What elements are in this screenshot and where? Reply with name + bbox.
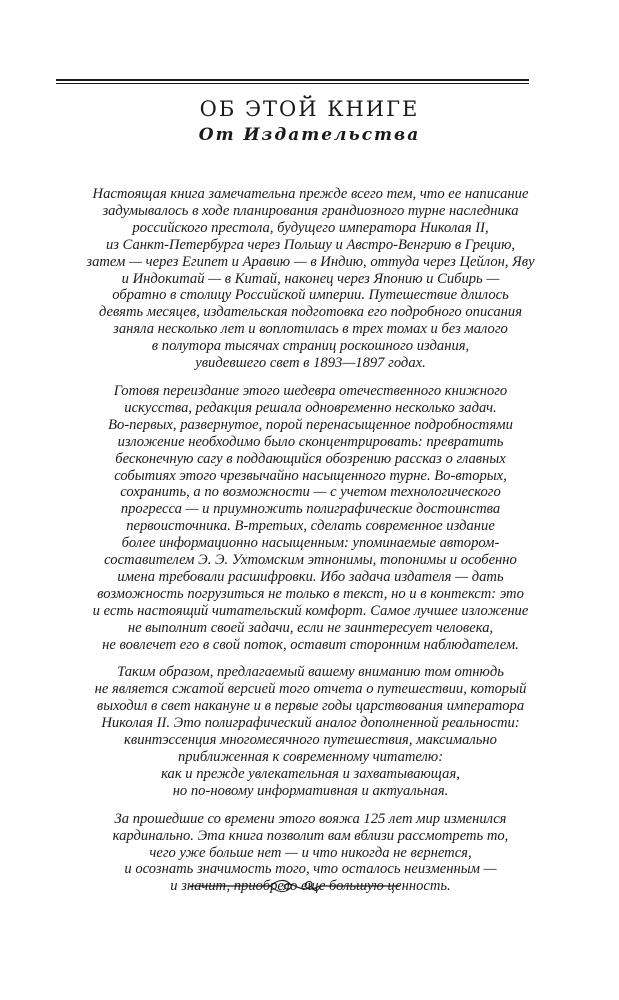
text-line: но по-новому информативная и актуальная. (172, 782, 449, 799)
text-line: бесконечную сагу в поддающийся обозрению рассказ о главных (115, 450, 506, 467)
text-line: имена требовали расшифровки. Ибо задача издателя — дать (117, 568, 504, 585)
text-line: кардинально. Эта книга позволит вам вблизи рассмотреть то, (112, 827, 509, 844)
text-line: Во-первых, развернутое, порой перенасыщенное подробностями (108, 416, 513, 433)
text-line: приближенная к современному читателю: (177, 749, 444, 765)
text-line: затем — через Египет и Аравию — в Индию, оттуда через Цейлон, Яву (86, 253, 535, 270)
page-subtitle: От Издательства (198, 125, 421, 145)
text-line: квинтэссенция многомесячного путешествия, максимально (124, 732, 497, 749)
text-line: в полутора тысячах страниц роскошного издания, (151, 338, 470, 355)
body-text (58, 186, 563, 906)
top-rule-thin (56, 83, 529, 84)
text-line: и Индокитай — в Китай, наконец через Японию и Сибирь — (121, 270, 500, 287)
text-line: как и прежде увлекательная и захватывающая, (161, 765, 460, 782)
text-line: Готовя переиздание этого шедевра отечественного книжного (113, 382, 508, 399)
text-line: Николая II. Это полиграфический аналог дополненной реальности: (101, 715, 520, 732)
paragraph (58, 664, 563, 799)
text-line: не выполнит своей задачи, если не заинтересует человека, (127, 619, 494, 636)
text-line: российского престола, будущего императора Николая II, (132, 219, 489, 236)
text-line: обратно в столицу Российской империи. Путешествие длилось (112, 287, 509, 304)
text-line: искусства, редакция решала одновременно несколько задач. (124, 399, 497, 416)
text-line: и осознать значимость того, что осталось неизменным — (124, 861, 497, 878)
text-line: составителем Э. Э. Ухтомским этнонимы, топонимы и особенно (104, 552, 517, 569)
text-line: не вовлечет его в свой поток, оставит сторонним наблюдателем. (102, 636, 519, 653)
text-line: более информационно насыщенным: упоминаемые автором- (121, 535, 500, 552)
text-line: чего уже больше нет — и что никогда не вернется, (149, 844, 472, 861)
text-line: задумывалось в ходе планирования грандиозного турне наследника (102, 202, 519, 219)
text-line: Настоящая книга замечательна прежде всего тем, что ее написание (92, 186, 529, 202)
text-line: первоисточника. В-третьих, сделать современное издание (126, 518, 495, 535)
text-line: прогресса — и приумножить полиграфические достоинства (120, 501, 501, 518)
text-line: увидевшего свет в 1893—1897 годах. (195, 355, 426, 372)
text-line: девять месяцев, издательская подготовка его подробного описания (98, 304, 522, 321)
text-line: и значит, приобрело еще большую ценность. (170, 878, 451, 895)
text-line: и есть настоящий читательский комфорт. Самое лучшее изложение (92, 602, 529, 619)
top-rule-thick (56, 79, 529, 81)
text-line: событиях этого чрезвычайно насыщенного турне. Во-вторых, (114, 467, 507, 484)
text-line: изложение необходимо было сконцентрировать: превратить (117, 433, 504, 450)
text-line: возможность погрузиться не только в текст, но и в контекст: это (97, 585, 524, 602)
text-line: заняла несколько лет и воплотилась в трех томах и без малого (113, 321, 508, 338)
flourish-divider-icon (190, 875, 400, 897)
page-title: ОБ ЭТОЙ КНИГЕ (199, 97, 420, 121)
paragraph (58, 186, 563, 372)
text-line: сохранить, а по возможности — с учетом технологического (120, 484, 501, 501)
text-line: не является сжатой версией того отчета о путешествии, который (94, 681, 527, 698)
text-line: За прошедшие со времени этого вояжа 125 лет мир изменился (114, 810, 507, 827)
paragraph (58, 383, 563, 654)
text-line: из Санкт-Петербурга через Польшу и Австро-Венгрию в Грецию, (105, 236, 516, 253)
text-line: Таким образом, предлагаемый вашему вниманию том отнюдь (117, 664, 504, 681)
text-line: выходил в свет накануне и в первые годы царствования императора (96, 698, 525, 715)
